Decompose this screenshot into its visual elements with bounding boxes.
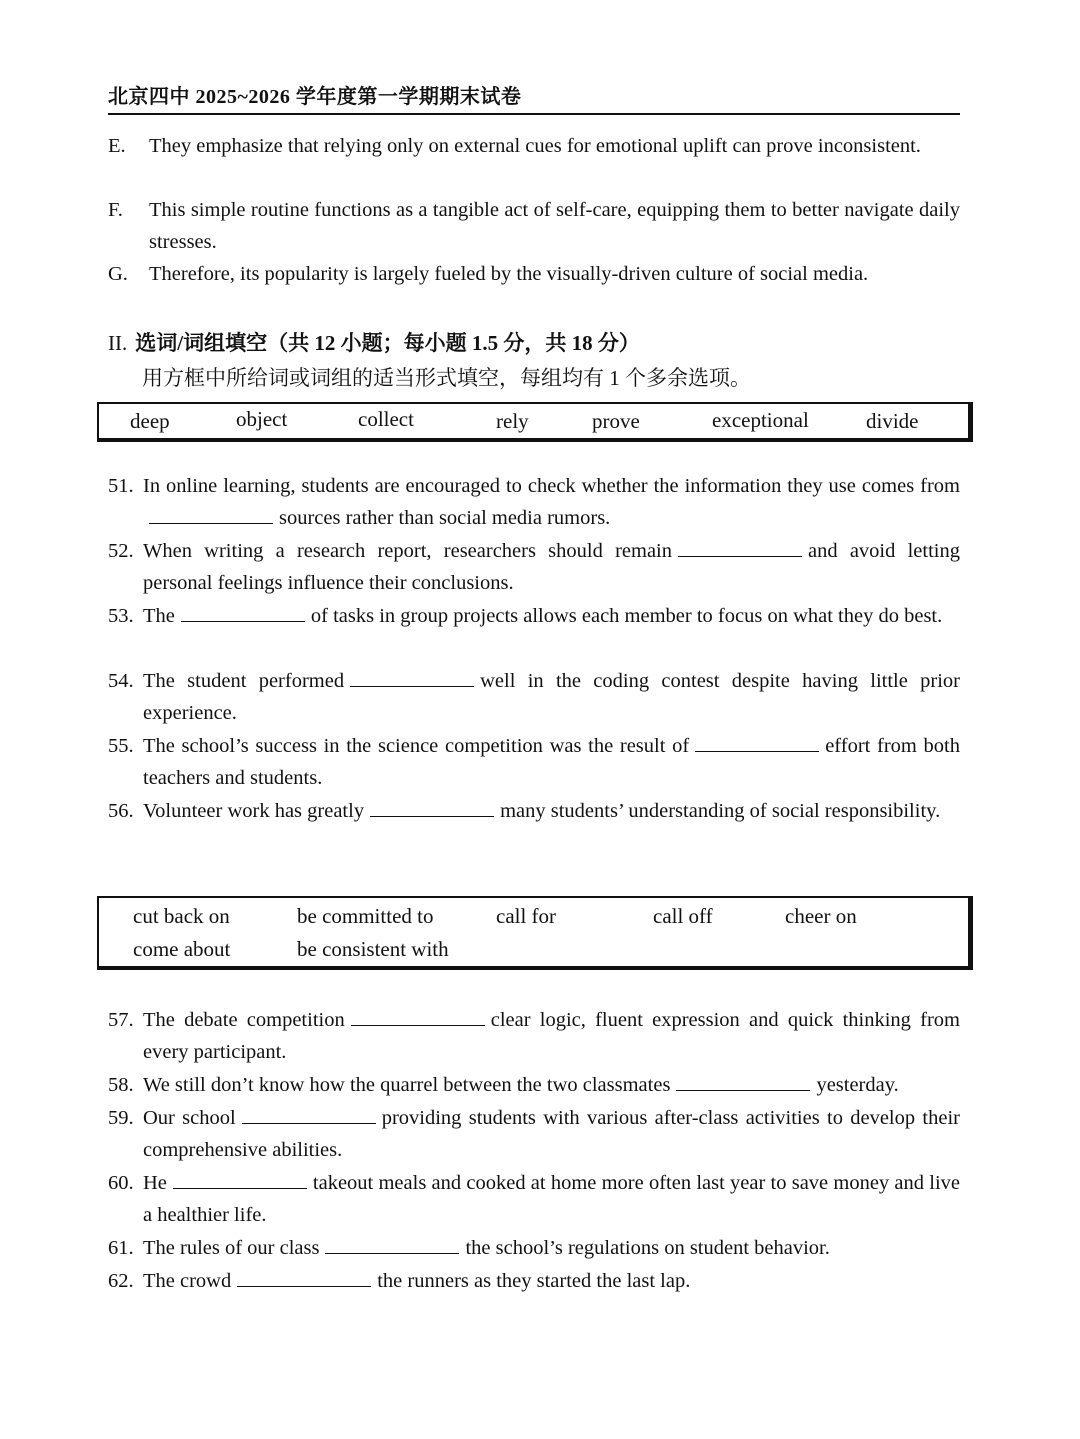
section-instruction: 用方框中所给词或词组的适当形式填空，每组均有 1 个多余选项。 [142,366,751,390]
question-number: 55. [108,735,134,757]
question-text-after: yesterday. [816,1074,899,1096]
question-59 [108,1102,960,1166]
question-text-before: Our school [143,1107,236,1129]
option-label: F. [108,199,123,221]
question-text-before: We still don’t know how the quarrel between the two classmates [143,1074,671,1096]
question-text-after: the runners as they started the last lap. [377,1270,691,1292]
answer-blank[interactable] [181,603,305,622]
answer-blank[interactable] [173,1170,307,1189]
answer-blank[interactable] [695,733,819,752]
option-text: This simple routine functions as a tangible act of self-care, equipping them to better navigate daily stresses. [149,199,960,253]
answer-blank[interactable] [149,505,273,524]
answer-blank[interactable] [676,1072,810,1091]
question-58 [108,1069,960,1101]
question-text-before: The [143,605,175,627]
word-option: collect [358,407,414,431]
question-53 [108,600,960,632]
question-number: 61. [108,1237,134,1259]
answer-blank[interactable] [370,798,494,817]
word-option: divide [866,409,919,433]
question-52 [108,535,960,599]
answer-blank[interactable] [351,1007,485,1026]
section-heading [108,327,640,357]
question-62 [108,1265,960,1297]
question-54 [108,665,960,729]
answer-blank[interactable] [242,1105,376,1124]
word-option: deep [130,409,170,433]
question-text-after: the school’s regulations on student behavior. [465,1237,830,1259]
question-number: 52. [108,540,134,562]
question-number: 54. [108,670,134,692]
phrase-option: call for [496,904,557,928]
phrase-option: cheer on [785,904,857,928]
word-option: object [236,407,288,431]
word-option: prove [592,409,640,433]
answer-blank[interactable] [350,668,474,687]
question-51 [108,470,960,534]
question-text-after: sources rather than social media rumors. [279,507,611,529]
question-text-after: of tasks in group projects allows each member to focus on what they do best. [310,605,943,627]
phrase-option: cut back on [133,904,230,928]
option-label: G. [108,263,128,285]
question-text-after: effort from both teachers and students. [143,735,961,789]
section-title: 选词/词组填空（共 12 小题；每小题 1.5 分，共 18 分） [135,331,640,355]
question-text-after: takeout meals and cooked at home more often last year to save money and live a healthier life. [143,1172,960,1226]
question-text-after: providing students with various after-class activities to develop their comprehensive abilities. [143,1107,960,1161]
question-number: 57. [108,1009,134,1031]
question-number: 56. [108,800,134,822]
question-text-before: The crowd [143,1270,232,1292]
option-label: E. [108,135,126,157]
question-text-before: Volunteer work has greatly [143,800,365,822]
question-text-after: clear logic, fluent expression and quick thinking from every participant. [143,1009,960,1063]
option-g [108,258,960,290]
question-55 [108,730,960,794]
question-57 [108,1004,960,1068]
option-text: Therefore, its popularity is largely fueled by the visually-driven culture of social media. [149,263,869,285]
answer-blank[interactable] [237,1268,371,1287]
question-number: 53. [108,605,134,627]
option-text: They emphasize that relying only on external cues for emotional uplift can prove inconsistent. [149,135,921,157]
question-text-after: well in the coding contest despite having little prior experience. [143,670,961,724]
word-option: rely [496,409,529,433]
question-text-before: He [143,1172,167,1194]
phrase-option: be committed to [297,904,434,928]
phrase-option: be consistent with [297,937,449,961]
answer-blank[interactable] [325,1235,459,1254]
question-text-before: The school’s success in the science competition was the result of [143,735,690,757]
word-box-2 [97,896,973,970]
page-header: 北京四中 2025~2026 学年度第一学期期末试卷 [108,80,960,115]
question-number: 51. [108,475,134,497]
question-number: 62. [108,1270,134,1292]
phrase-option: call off [653,904,713,928]
question-text-before: When writing a research report, researchers should remain [143,540,672,562]
option-f [108,194,960,258]
word-option: exceptional [712,408,809,432]
question-56 [108,795,960,827]
question-text-before: In online learning, students are encouraged to check whether the information they use comes from [143,475,960,497]
option-e [108,130,960,162]
question-60 [108,1167,960,1231]
question-number: 58. [108,1074,134,1096]
section-number: II. [108,331,128,355]
question-text-after: many students’ understanding of social responsibility. [500,800,941,822]
question-text-before: The rules of our class [143,1237,320,1259]
question-number: 60. [108,1172,134,1194]
answer-blank[interactable] [678,538,802,557]
question-number: 59. [108,1107,134,1129]
question-text-after: and avoid letting personal feelings influence their conclusions. [143,540,960,594]
word-box-1 [97,402,973,442]
question-61 [108,1232,960,1264]
question-text-before: The debate competition [143,1009,345,1031]
question-text-before: The student performed [143,670,345,692]
phrase-option: come about [133,937,231,961]
